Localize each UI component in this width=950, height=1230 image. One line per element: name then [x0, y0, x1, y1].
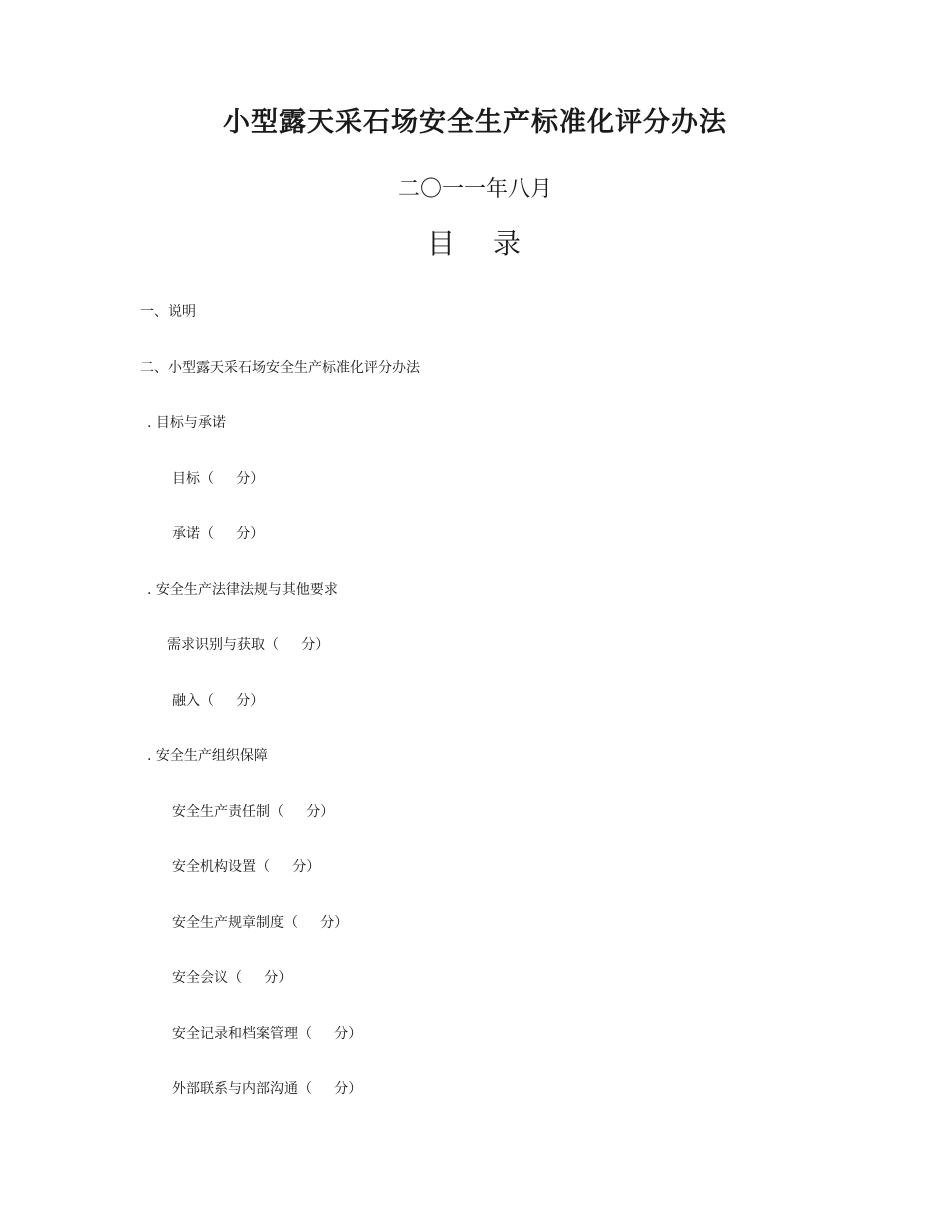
toc-entry: 目标（ 分）	[172, 471, 265, 487]
toc-entry: 安全记录和档案管理（ 分）	[172, 1026, 363, 1042]
toc-entry: 外部联系与内部沟通（ 分）	[172, 1081, 363, 1097]
toc-entry: 安全会议（ 分）	[172, 970, 293, 986]
document-title: 小型露天采石场安全生产标准化评分办法	[223, 107, 727, 138]
toc-entry: . 安全生产组织保障	[147, 748, 268, 764]
toc-entry: 安全机构设置（ 分）	[172, 859, 321, 875]
toc-entry: 融入（ 分）	[172, 693, 265, 709]
toc-entry: . 安全生产法律法规与其他要求	[147, 582, 338, 598]
toc-entry: 需求识别与获取（ 分）	[167, 637, 330, 653]
toc-entry: . 目标与承诺	[147, 415, 226, 431]
toc-entry: 安全生产责任制（ 分）	[172, 804, 335, 820]
toc-entry: 安全生产规章制度（ 分）	[172, 915, 349, 931]
toc-entry: 一、说明	[140, 304, 196, 320]
toc-entry: 承诺（ 分）	[172, 526, 265, 542]
document-date: 二〇一一年八月	[397, 177, 552, 202]
toc-entry: 二、小型露天采石场安全生产标准化评分办法	[140, 360, 420, 376]
toc-heading	[0, 222, 950, 262]
toc-heading-part1: 目	[426, 227, 457, 260]
toc-heading-part2: 录	[493, 227, 524, 260]
